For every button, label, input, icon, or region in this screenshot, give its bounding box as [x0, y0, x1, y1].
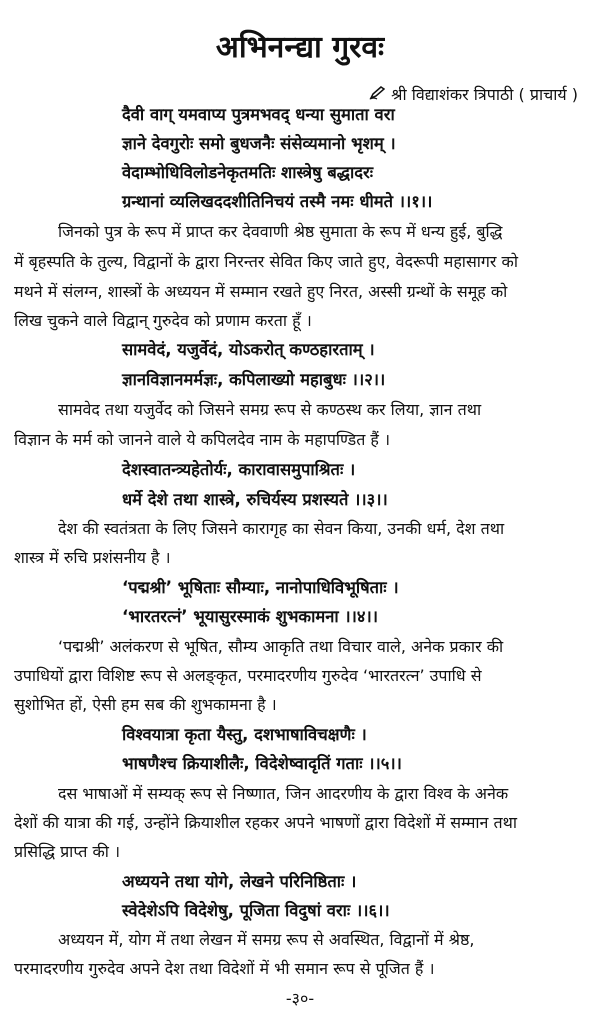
verse-line: ग्रन्थानां व्यलिखददशीतिनिचयं तस्मै नमः धीमते ।।१।। [122, 192, 433, 211]
paragraph-line: जिनको पुत्र के रूप में प्राप्त कर देववाणी श्रेष्ठ सुमाता के रूप में धन्य हुई, बुद्धि [58, 222, 503, 241]
verse-line: भाषणैश्च क्रियाशीलैः, विदेशेष्वादृतिं गताः ।।५।। [122, 754, 402, 773]
page-number: -३०- [285, 989, 315, 1008]
verse-line: ‘भारतरत्नं’ भूयासुरस्माकं शुभकामना ।।४।। [122, 607, 379, 626]
page-title: अभिनन्द्या गुरवः [215, 30, 385, 65]
author-line [369, 84, 578, 106]
paragraph-line: में बृहस्पति के तुल्य, विद्वानों के द्वारा निरन्तर सेवित किए जाते हुए, वेदरूपी महासागर को [14, 252, 518, 271]
verse-line: ज्ञाने देवगुरोः समो बुधजनैः संसेव्यमानो भृशम् । [122, 134, 396, 153]
verse-line: स्वेदेशेऽपि विदेशेषु, पूजिता विदुषां वराः ।।६।। [122, 901, 390, 920]
paragraph-line: विज्ञान के मर्म को जानने वाले ये कपिलदेव नाम के महापण्डित हैं । [14, 430, 391, 449]
paragraph-line: शास्त्र में रुचि प्रशंसनीय है । [14, 548, 171, 567]
paragraph-line: परमादरणीय गुरुदेव अपने देश तथा विदेशों में भी समान रूप से पूजित हैं । [14, 959, 435, 978]
verse-line: ‘पद्मश्री’ भूषिताः सौम्याः, नानोपाधिविभूषिताः । [122, 578, 399, 597]
paragraph-line: लिख चुकने वाले विद्वान् गुरुदेव को प्रणाम करता हूँ । [14, 311, 312, 330]
paragraph-line: मथने में संलग्न, शास्त्रों के अध्ययन में सम्मान रखते हुए निरत, अस्सी ग्रन्थों के समूह को [14, 282, 508, 301]
verse-line: देशस्वातन्त्र्यहेतोर्यः, कारावासमुपाश्रितः । [122, 460, 356, 479]
verse-line: धर्मे देशे तथा शास्त्रे, रुचिर्यस्य प्रशस्यते ।।३।। [122, 490, 388, 509]
author-name: श्री विद्याशंकर त्रिपाठी ( प्राचार्य ) [391, 85, 578, 104]
paragraph-line: दस भाषाओं में सम्यक् रूप से निष्णात, जिन आदरणीय के द्वारा विश्व के अनेक [58, 784, 509, 803]
paragraph-line: प्रसिद्धि प्राप्त की । [14, 842, 121, 861]
paragraph-line: अध्ययन में, योग में तथा लेखन में समग्र रूप से अवस्थित, विद्वानों में श्रेष्ठ, [58, 930, 475, 949]
paragraph-line: सामवेद तथा यजुर्वेद को जिसने समग्र रूप से कण्ठस्थ कर लिया, ज्ञान तथा [58, 400, 482, 419]
paragraph-line: ‘पद्मश्री’ अलंकरण से भूषित, सौम्य आकृति तथा विचार वाले, अनेक प्रकार की [58, 637, 504, 656]
verse-line: वेदाम्भोधिविलोडनेकृतमतिः शास्त्रेषु बद्धादरः [122, 163, 374, 182]
verse-line: सामवेदं, यजुर्वेदं, योऽकरोत् कण्ठहारताम् । [122, 340, 375, 359]
verse-line: अध्ययने तथा योगे, लेखने परिनिष्ठिताः । [122, 872, 357, 891]
paragraph-line: देशों की यात्रा की गई, उन्होंने क्रियाशील रहकर अपने भाषणों द्वारा विदेशों में सम्मान तथा [14, 813, 517, 832]
paragraph-line: देश की स्वतंत्रता के लिए जिसने कारागृह का सेवन किया, उनकी धर्म, देश तथा [58, 519, 505, 538]
verse-line: दैवी वाग् यमवाप्य पुत्रमभवद् धन्या सुमाता वरा [122, 105, 395, 124]
verse-line: विश्वयात्रा कृता यैस्तु, दशभाषाविचक्षणैः । [122, 725, 367, 744]
verse-line: ज्ञानविज्ञानमर्मज्ञः, कपिलाख्यो महाबुधः ।।२।। [122, 370, 386, 389]
paragraph-line: उपाधियों द्वारा विशिष्ट रूप से अलङ्कृत, परमादरणीय गुरुदेव ‘भारतरत्न’ उपाधि से [14, 666, 482, 685]
paragraph-line: सुशोभित हों, ऐसी हम सब की शुभकामना है । [14, 695, 277, 714]
